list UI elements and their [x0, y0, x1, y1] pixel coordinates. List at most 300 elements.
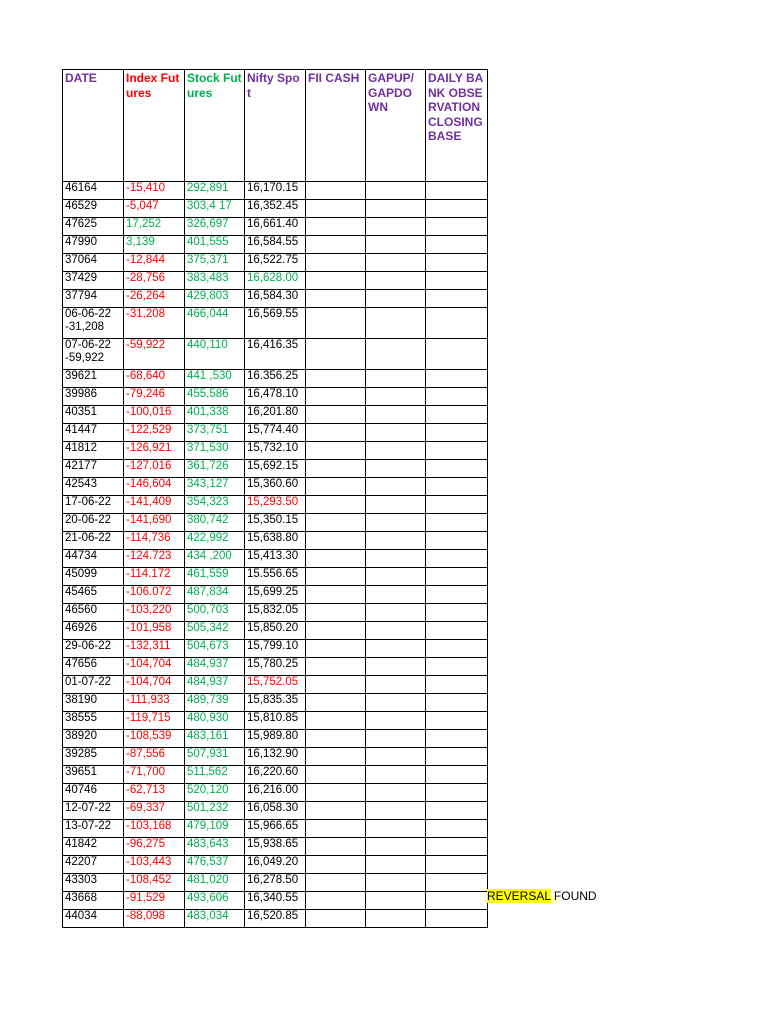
bank-observation-cell [426, 694, 488, 712]
gapup-gapdown-cell [366, 820, 426, 838]
gapup-gapdown-cell [366, 514, 426, 532]
stock-futures-cell: 501,232 [185, 802, 245, 820]
bank-observation-cell [426, 640, 488, 658]
index-futures-cell: -12,844 [124, 254, 185, 272]
date-cell: 41812 [63, 442, 124, 460]
nifty-spot-cell: 15,692.15 [245, 460, 306, 478]
gapup-gapdown-cell [366, 388, 426, 406]
fii-cash-cell [306, 254, 366, 272]
fii-cash-cell [306, 236, 366, 254]
stock-futures-cell: 429,803 [185, 290, 245, 308]
index-futures-cell: -59,922 [124, 339, 185, 370]
fii-cash-cell [306, 388, 366, 406]
fii-cash-cell [306, 712, 366, 730]
fii-data-table [62, 69, 488, 928]
index-futures-cell: -79,246 [124, 388, 185, 406]
gapup-gapdown-cell [366, 200, 426, 218]
fii-cash-cell [306, 478, 366, 496]
date-cell: 37794 [63, 290, 124, 308]
bank-observation-cell [426, 388, 488, 406]
nifty-spot-cell: 16,278.50 [245, 874, 306, 892]
gapup-gapdown-cell [366, 272, 426, 290]
nifty-spot-cell: 15,774.40 [245, 424, 306, 442]
date-cell: 43668 [63, 892, 124, 910]
date-cell: 39621 [63, 370, 124, 388]
stock-futures-cell: 511,562 [185, 766, 245, 784]
fii-cash-cell [306, 874, 366, 892]
date-cell: 44034 [63, 910, 124, 928]
index-futures-cell: -15,410 [124, 182, 185, 200]
table-row [63, 388, 488, 406]
index-futures-cell: -127.016 [124, 460, 185, 478]
stock-futures-cell: 422,992 [185, 532, 245, 550]
stock-futures-cell: 375,371 [185, 254, 245, 272]
stock-futures-cell: 489,739 [185, 694, 245, 712]
table-row [63, 442, 488, 460]
bank-observation-cell [426, 406, 488, 424]
bank-observation-cell [426, 308, 488, 339]
gapup-gapdown-cell [366, 478, 426, 496]
bank-observation-cell [426, 586, 488, 604]
bank-observation-cell [426, 568, 488, 586]
table-row [63, 802, 488, 820]
date-cell: 37429 [63, 272, 124, 290]
stock-futures-cell: 441 ,530 [185, 370, 245, 388]
index-futures-cell: -141,409 [124, 496, 185, 514]
fii-cash-cell [306, 676, 366, 694]
stock-futures-cell: 466,044 [185, 308, 245, 339]
table-row [63, 910, 488, 928]
index-futures-cell: -122,529 [124, 424, 185, 442]
table-row [63, 424, 488, 442]
table-row [63, 676, 488, 694]
stock-futures-cell: 461,559 [185, 568, 245, 586]
nifty-spot-cell: 16,569.55 [245, 308, 306, 339]
gapup-gapdown-cell [366, 766, 426, 784]
gapup-gapdown-cell [366, 802, 426, 820]
fii-cash-cell [306, 308, 366, 339]
stock-futures-cell: 505,342 [185, 622, 245, 640]
date-cell: 38190 [63, 694, 124, 712]
nifty-spot-cell: 16,220.60 [245, 766, 306, 784]
gapup-gapdown-cell [366, 532, 426, 550]
stock-futures-cell: 292,891 [185, 182, 245, 200]
gapup-gapdown-cell [366, 748, 426, 766]
nifty-spot-cell: 15,350.15 [245, 514, 306, 532]
fii-cash-cell [306, 514, 366, 532]
bank-observation-cell [426, 658, 488, 676]
stock-futures-cell: 507,931 [185, 748, 245, 766]
table-row [63, 586, 488, 604]
stock-futures-cell: 303,4 17 [185, 200, 245, 218]
date-cell: 01-07-22 [63, 676, 124, 694]
stock-futures-cell: 354,323 [185, 496, 245, 514]
index-futures-cell: -69,337 [124, 802, 185, 820]
date-cell: 47656 [63, 658, 124, 676]
date-cell: 38555 [63, 712, 124, 730]
nifty-spot-cell: 16,520.85 [245, 910, 306, 928]
gapup-gapdown-cell [366, 838, 426, 856]
header-daily-bank-observation: DAILY BANK OBSERVATION CLOSING BASE [426, 70, 488, 182]
fii-cash-cell [306, 658, 366, 676]
table-row [63, 200, 488, 218]
bank-observation-cell [426, 460, 488, 478]
gapup-gapdown-cell [366, 308, 426, 339]
index-futures-cell: 17,252 [124, 218, 185, 236]
stock-futures-cell: 476,537 [185, 856, 245, 874]
index-futures-cell: -106.072 [124, 586, 185, 604]
nifty-spot-cell: 15,413.30 [245, 550, 306, 568]
gapup-gapdown-cell [366, 496, 426, 514]
date-cell: 44734 [63, 550, 124, 568]
fii-cash-cell [306, 406, 366, 424]
stock-futures-cell: 504,673 [185, 640, 245, 658]
fii-cash-cell [306, 910, 366, 928]
stock-futures-cell: 371,530 [185, 442, 245, 460]
header-index-futures: Index Futures [124, 70, 185, 182]
gapup-gapdown-cell [366, 658, 426, 676]
fii-cash-cell [306, 838, 366, 856]
index-futures-cell: -87,556 [124, 748, 185, 766]
bank-observation-cell [426, 766, 488, 784]
nifty-spot-cell: 16,058.30 [245, 802, 306, 820]
bank-observation-cell [426, 532, 488, 550]
gapup-gapdown-cell [366, 640, 426, 658]
nifty-spot-cell: 16,628.00 [245, 272, 306, 290]
date-cell: 45465 [63, 586, 124, 604]
table-row [63, 658, 488, 676]
bank-observation-cell [426, 478, 488, 496]
fii-cash-cell [306, 496, 366, 514]
fii-cash-cell [306, 730, 366, 748]
gapup-gapdown-cell [366, 424, 426, 442]
gapup-gapdown-cell [366, 442, 426, 460]
nifty-spot-cell: 15,360.60 [245, 478, 306, 496]
nifty-spot-cell: 15,699.25 [245, 586, 306, 604]
index-futures-cell: -103,443 [124, 856, 185, 874]
stock-futures-cell: 455,586 [185, 388, 245, 406]
fii-cash-cell [306, 568, 366, 586]
stock-futures-cell: 481,020 [185, 874, 245, 892]
index-futures-cell: -5,047 [124, 200, 185, 218]
date-cell: 39651 [63, 766, 124, 784]
index-futures-cell: -114.172 [124, 568, 185, 586]
table-row [63, 892, 488, 910]
gapup-gapdown-cell [366, 874, 426, 892]
table-row [63, 182, 488, 200]
gapup-gapdown-cell [366, 676, 426, 694]
date-cell: 46926 [63, 622, 124, 640]
bank-observation-cell [426, 856, 488, 874]
table-row [63, 496, 488, 514]
date-cell: 17-06-22 [63, 496, 124, 514]
nifty-spot-cell: 16,201.80 [245, 406, 306, 424]
date-cell: 47625 [63, 218, 124, 236]
fii-cash-cell [306, 370, 366, 388]
nifty-spot-cell: 15,810.85 [245, 712, 306, 730]
stock-futures-cell: 434 ,200 [185, 550, 245, 568]
gapup-gapdown-cell [366, 460, 426, 478]
table-row [63, 514, 488, 532]
header-date: DATE [63, 70, 124, 182]
table-row [63, 604, 488, 622]
table-row [63, 874, 488, 892]
table-row [63, 290, 488, 308]
reversal-highlight: REVERSAL [487, 889, 551, 903]
nifty-spot-cell: 16,584.30 [245, 290, 306, 308]
gapup-gapdown-cell [366, 892, 426, 910]
fii-cash-cell [306, 622, 366, 640]
stock-futures-cell: 401,338 [185, 406, 245, 424]
bank-observation-cell [426, 748, 488, 766]
index-futures-cell: -91,529 [124, 892, 185, 910]
bank-observation-cell [426, 910, 488, 928]
date-cell: 20-06-22 [63, 514, 124, 532]
bank-observation-cell [426, 730, 488, 748]
stock-futures-cell: 500,703 [185, 604, 245, 622]
fii-cash-cell [306, 694, 366, 712]
nifty-spot-cell: 16,216.00 [245, 784, 306, 802]
table-row [63, 406, 488, 424]
index-futures-cell: -62,713 [124, 784, 185, 802]
bank-observation-cell [426, 182, 488, 200]
nifty-spot-cell: 16,522.75 [245, 254, 306, 272]
stock-futures-cell: 487,834 [185, 586, 245, 604]
date-cell: 46560 [63, 604, 124, 622]
table-row [63, 838, 488, 856]
date-cell: 42543 [63, 478, 124, 496]
bank-observation-cell [426, 254, 488, 272]
date-cell: 42207 [63, 856, 124, 874]
table-row [63, 460, 488, 478]
date-cell: 45099 [63, 568, 124, 586]
date-cell: 46164 [63, 182, 124, 200]
nifty-spot-cell: 16,049.20 [245, 856, 306, 874]
header-fii-cash: FII CASH [306, 70, 366, 182]
gapup-gapdown-cell [366, 784, 426, 802]
gapup-gapdown-cell [366, 622, 426, 640]
stock-futures-cell: 343,127 [185, 478, 245, 496]
table-row [63, 640, 488, 658]
table-row [63, 730, 488, 748]
nifty-spot-cell: 16,352.45 [245, 200, 306, 218]
index-futures-cell: -88,098 [124, 910, 185, 928]
stock-futures-cell: 380,742 [185, 514, 245, 532]
header-nifty-spot: Nifty Spot [245, 70, 306, 182]
table-row [63, 550, 488, 568]
date-cell: 41842 [63, 838, 124, 856]
gapup-gapdown-cell [366, 218, 426, 236]
table-row [63, 272, 488, 290]
fii-cash-cell [306, 766, 366, 784]
nifty-spot-cell: 15,938.65 [245, 838, 306, 856]
table-row [63, 236, 488, 254]
stock-futures-cell: 401,555 [185, 236, 245, 254]
index-futures-cell: -119,715 [124, 712, 185, 730]
fii-cash-cell [306, 586, 366, 604]
gapup-gapdown-cell [366, 694, 426, 712]
bank-observation-cell [426, 838, 488, 856]
stock-futures-cell: 484,937 [185, 658, 245, 676]
table-row [63, 856, 488, 874]
index-futures-cell: -101,958 [124, 622, 185, 640]
gapup-gapdown-cell [366, 182, 426, 200]
bank-observation-cell [426, 820, 488, 838]
table-row [63, 478, 488, 496]
stock-futures-cell: 480,930 [185, 712, 245, 730]
gapup-gapdown-cell [366, 856, 426, 874]
table-body [63, 182, 488, 928]
nifty-spot-cell: 15,966.65 [245, 820, 306, 838]
fii-cash-cell [306, 604, 366, 622]
stock-futures-cell: 326,697 [185, 218, 245, 236]
index-futures-cell: -126,921 [124, 442, 185, 460]
gapup-gapdown-cell [366, 406, 426, 424]
date-cell: 39285 [63, 748, 124, 766]
nifty-spot-cell: 15,835.35 [245, 694, 306, 712]
bank-observation-cell [426, 676, 488, 694]
fii-cash-cell [306, 272, 366, 290]
stock-futures-cell: 373,751 [185, 424, 245, 442]
bank-observation-cell [426, 290, 488, 308]
fii-cash-cell [306, 424, 366, 442]
table-row [63, 694, 488, 712]
fii-cash-cell [306, 460, 366, 478]
nifty-spot-cell: 15,638.80 [245, 532, 306, 550]
table-row [63, 766, 488, 784]
table-row [63, 784, 488, 802]
date-cell: 12-07-22 [63, 802, 124, 820]
index-futures-cell: -100,016 [124, 406, 185, 424]
reversal-rest: FOUND [550, 889, 597, 903]
nifty-spot-cell: 15,780.25 [245, 658, 306, 676]
index-futures-cell: -104,704 [124, 658, 185, 676]
index-futures-cell: -31,208 [124, 308, 185, 339]
nifty-spot-cell: 15.556.65 [245, 568, 306, 586]
stock-futures-cell: 483,161 [185, 730, 245, 748]
stock-futures-cell: 483,034 [185, 910, 245, 928]
table-row [63, 370, 488, 388]
table-row [63, 748, 488, 766]
bank-observation-cell [426, 550, 488, 568]
index-futures-cell: -146,604 [124, 478, 185, 496]
bank-observation-cell [426, 200, 488, 218]
index-futures-cell: -103,168 [124, 820, 185, 838]
stock-futures-cell: 440,110 [185, 339, 245, 370]
date-cell: 41447 [63, 424, 124, 442]
bank-observation-cell [426, 874, 488, 892]
fii-cash-cell [306, 182, 366, 200]
header-stock-futures: Stock Futures [185, 70, 245, 182]
fii-cash-cell [306, 218, 366, 236]
index-futures-cell: -108,452 [124, 874, 185, 892]
stock-futures-cell: 383,483 [185, 272, 245, 290]
table-row [63, 712, 488, 730]
bank-observation-cell [426, 496, 488, 514]
fii-cash-cell [306, 532, 366, 550]
fii-cash-cell [306, 640, 366, 658]
fii-cash-cell [306, 892, 366, 910]
table-row [63, 339, 488, 370]
header-row [63, 70, 488, 182]
fii-cash-cell [306, 820, 366, 838]
nifty-spot-cell: 15,752.05 [245, 676, 306, 694]
index-futures-cell: -141,690 [124, 514, 185, 532]
gapup-gapdown-cell [366, 730, 426, 748]
date-cell: 47990 [63, 236, 124, 254]
date-cell: 46529 [63, 200, 124, 218]
fii-cash-cell [306, 784, 366, 802]
nifty-spot-cell: 15,732.10 [245, 442, 306, 460]
nifty-spot-cell: 16,661.40 [245, 218, 306, 236]
nifty-spot-cell: 16,416.35 [245, 339, 306, 370]
stock-futures-cell: 361,726 [185, 460, 245, 478]
bank-observation-cell [426, 892, 488, 910]
bank-observation-cell [426, 236, 488, 254]
nifty-spot-cell: 15,850.20 [245, 622, 306, 640]
index-futures-cell: -124.723 [124, 550, 185, 568]
date-cell: 42177 [63, 460, 124, 478]
date-cell: 29-06-22 [63, 640, 124, 658]
fii-cash-cell [306, 442, 366, 460]
date-cell: 40746 [63, 784, 124, 802]
nifty-spot-cell: 16.356.25 [245, 370, 306, 388]
index-futures-cell: -68,640 [124, 370, 185, 388]
nifty-spot-cell: 16,340.55 [245, 892, 306, 910]
nifty-spot-cell: 15,293.50 [245, 496, 306, 514]
gapup-gapdown-cell [366, 712, 426, 730]
gapup-gapdown-cell [366, 370, 426, 388]
index-futures-cell: -26,264 [124, 290, 185, 308]
index-futures-cell: -111,933 [124, 694, 185, 712]
bank-observation-cell [426, 784, 488, 802]
nifty-spot-cell: 15,799.10 [245, 640, 306, 658]
table-row [63, 820, 488, 838]
date-cell: 06-06-22 -31,208 [63, 308, 124, 339]
nifty-spot-cell: 16,478.10 [245, 388, 306, 406]
gapup-gapdown-cell [366, 290, 426, 308]
gapup-gapdown-cell [366, 910, 426, 928]
fii-cash-cell [306, 339, 366, 370]
bank-observation-cell [426, 622, 488, 640]
table-row [63, 622, 488, 640]
gapup-gapdown-cell [366, 339, 426, 370]
gapup-gapdown-cell [366, 604, 426, 622]
reversal-note [487, 888, 597, 904]
bank-observation-cell [426, 370, 488, 388]
bank-observation-cell [426, 514, 488, 532]
index-futures-cell: -104,704 [124, 676, 185, 694]
nifty-spot-cell: 16,132.90 [245, 748, 306, 766]
date-cell: 40351 [63, 406, 124, 424]
index-futures-cell: 3,139 [124, 236, 185, 254]
nifty-spot-cell: 15,989.80 [245, 730, 306, 748]
gapup-gapdown-cell [366, 254, 426, 272]
table-row [63, 568, 488, 586]
date-cell: 07-06-22 -59,922 [63, 339, 124, 370]
index-futures-cell: -28,756 [124, 272, 185, 290]
bank-observation-cell [426, 604, 488, 622]
table-row [63, 308, 488, 339]
bank-observation-cell [426, 424, 488, 442]
stock-futures-cell: 479,109 [185, 820, 245, 838]
index-futures-cell: -114,736 [124, 532, 185, 550]
date-cell: 43303 [63, 874, 124, 892]
bank-observation-cell [426, 712, 488, 730]
date-cell: 37064 [63, 254, 124, 272]
index-futures-cell: -132,311 [124, 640, 185, 658]
index-futures-cell: -96,275 [124, 838, 185, 856]
